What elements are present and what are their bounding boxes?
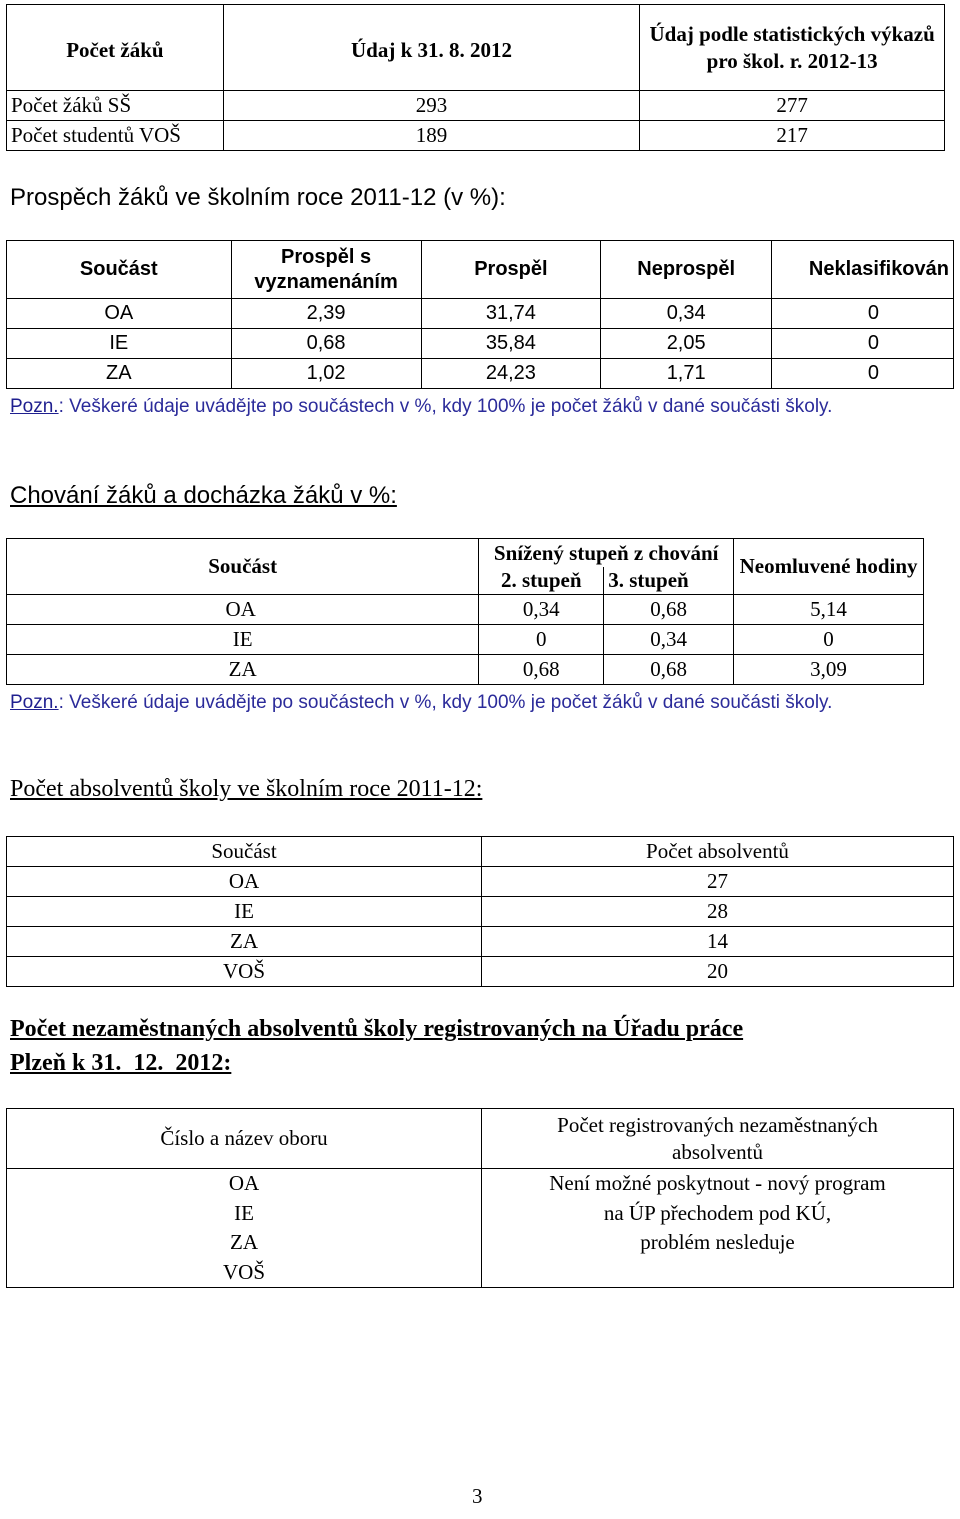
results-cell: 0 (772, 299, 954, 329)
unemployed-value: Není možné poskytnout - nový program (549, 1171, 886, 1195)
behavior-cell: 0,68 (479, 655, 604, 685)
unemployed-values-cell (482, 1169, 954, 1288)
results-cell: 2,39 (231, 299, 421, 329)
results-cell-part: ZA (7, 359, 232, 389)
behavior-header-grade3: 3. stupeň (604, 567, 734, 595)
results-cell: 35,84 (421, 329, 601, 359)
results-cell: 0,34 (601, 299, 772, 329)
behavior-cell-part: ZA (7, 655, 479, 685)
unemployed-fields-cell (7, 1169, 482, 1288)
graduates-cell-count: 14 (482, 927, 954, 957)
graduates-table (6, 836, 954, 987)
students-row-value: 293 (223, 91, 639, 121)
unemployed-heading-line2: Plzeň k 31. 12. 2012: (10, 1050, 232, 1076)
unemployed-heading-line1: Počet nezaměstnaných absolventů školy registrovaných na Úřadu práce (10, 1016, 744, 1042)
results-table (6, 240, 954, 389)
unemployed-table (6, 1108, 954, 1288)
students-header-count: Počet žáků (7, 5, 224, 91)
results-note (10, 394, 940, 420)
unemployed-field: IE (234, 1200, 254, 1225)
page-number: 3 (472, 1484, 483, 1508)
results-cell: 2,05 (601, 329, 772, 359)
graduates-heading: Počet absolventů školy ve školním roce 2011-12: (10, 776, 483, 802)
behavior-header-grade2: 2. stupeň (479, 567, 604, 595)
unemployed-header-count: Počet registrovaných nezaměstnaných absolventů (482, 1109, 954, 1169)
students-row-label: Počet žáků SŠ (7, 91, 224, 121)
results-cell: 1,71 (601, 359, 772, 389)
behavior-cell: 5,14 (734, 595, 924, 625)
results-header-passed: Prospěl (421, 241, 601, 299)
behavior-cell: 0,68 (604, 595, 734, 625)
behavior-header-reduced: Snížený stupeň z chování (479, 539, 734, 567)
graduates-cell-count: 28 (482, 897, 954, 927)
results-cell: 24,23 (421, 359, 601, 389)
results-cell-part: OA (7, 299, 232, 329)
graduates-cell-part: OA (7, 867, 482, 897)
behavior-cell: 0,68 (604, 655, 734, 685)
behavior-cell-part: IE (7, 625, 479, 655)
behavior-cell: 0 (479, 625, 604, 655)
results-header-unclassified: Neklasifikován (772, 241, 954, 299)
behavior-table (6, 538, 924, 685)
results-note-label: Pozn. (10, 396, 59, 417)
results-heading: Prospěch žáků ve školním roce 2011-12 (v %): (10, 184, 506, 211)
behavior-cell-part: OA (7, 595, 479, 625)
graduates-header-part: Součást (7, 837, 482, 867)
graduates-cell-part: ZA (7, 927, 482, 957)
results-header-part: Součást (7, 241, 232, 299)
graduates-cell-count: 20 (482, 957, 954, 987)
unemployed-value: problém nesleduje (640, 1230, 795, 1254)
results-note-text: : Veškeré údaje uvádějte po součástech v %, kdy 100% je počet žáků v dané součásti školy. (58, 396, 833, 417)
students-row-value: 189 (223, 121, 639, 151)
results-cell-part: IE (7, 329, 232, 359)
unemployed-field: ZA (230, 1230, 258, 1254)
graduates-cell-part: IE (7, 897, 482, 927)
behavior-note-label: Pozn. (10, 692, 59, 713)
behavior-heading: Chování žáků a docházka žáků v %: (10, 482, 397, 509)
behavior-cell: 0,34 (479, 595, 604, 625)
results-cell: 0,68 (231, 329, 421, 359)
students-row-label: Počet studentů VOŠ (7, 121, 224, 151)
students-header-stat: Údaj podle statistických výkazů pro škol. r. 2012-13 (640, 5, 945, 91)
results-header-honors: Prospěl s vyznamenáním (231, 241, 421, 299)
graduates-header-count: Počet absolventů (482, 837, 954, 867)
unemployed-value: na ÚP přechodem pod KÚ, (603, 1200, 832, 1225)
results-cell: 1,02 (231, 359, 421, 389)
behavior-cell: 3,09 (734, 655, 924, 685)
students-table (6, 4, 945, 151)
unemployed-field: OA (228, 1171, 260, 1195)
results-cell: 0 (772, 359, 954, 389)
results-cell: 31,74 (421, 299, 601, 329)
graduates-cell-count: 27 (482, 867, 954, 897)
behavior-note-text: : Veškeré údaje uvádějte po součástech v %, kdy 100% je počet žáků v dané součásti školy. (58, 692, 833, 713)
students-header-date: Údaj k 31. 8. 2012 (223, 5, 639, 91)
results-header-failed: Neprospěl (601, 241, 772, 299)
unemployed-field: VOŠ (222, 1259, 265, 1284)
students-row-value: 217 (640, 121, 945, 151)
behavior-cell: 0,34 (604, 625, 734, 655)
results-cell: 0 (772, 329, 954, 359)
behavior-header-absence: Neomluvené hodiny (734, 539, 924, 595)
unemployed-header-field: Číslo a název oboru (7, 1109, 482, 1169)
students-row-value: 277 (640, 91, 945, 121)
behavior-note (10, 690, 940, 716)
behavior-cell: 0 (734, 625, 924, 655)
behavior-header-part: Součást (7, 539, 479, 595)
graduates-cell-part: VOŠ (7, 957, 482, 987)
